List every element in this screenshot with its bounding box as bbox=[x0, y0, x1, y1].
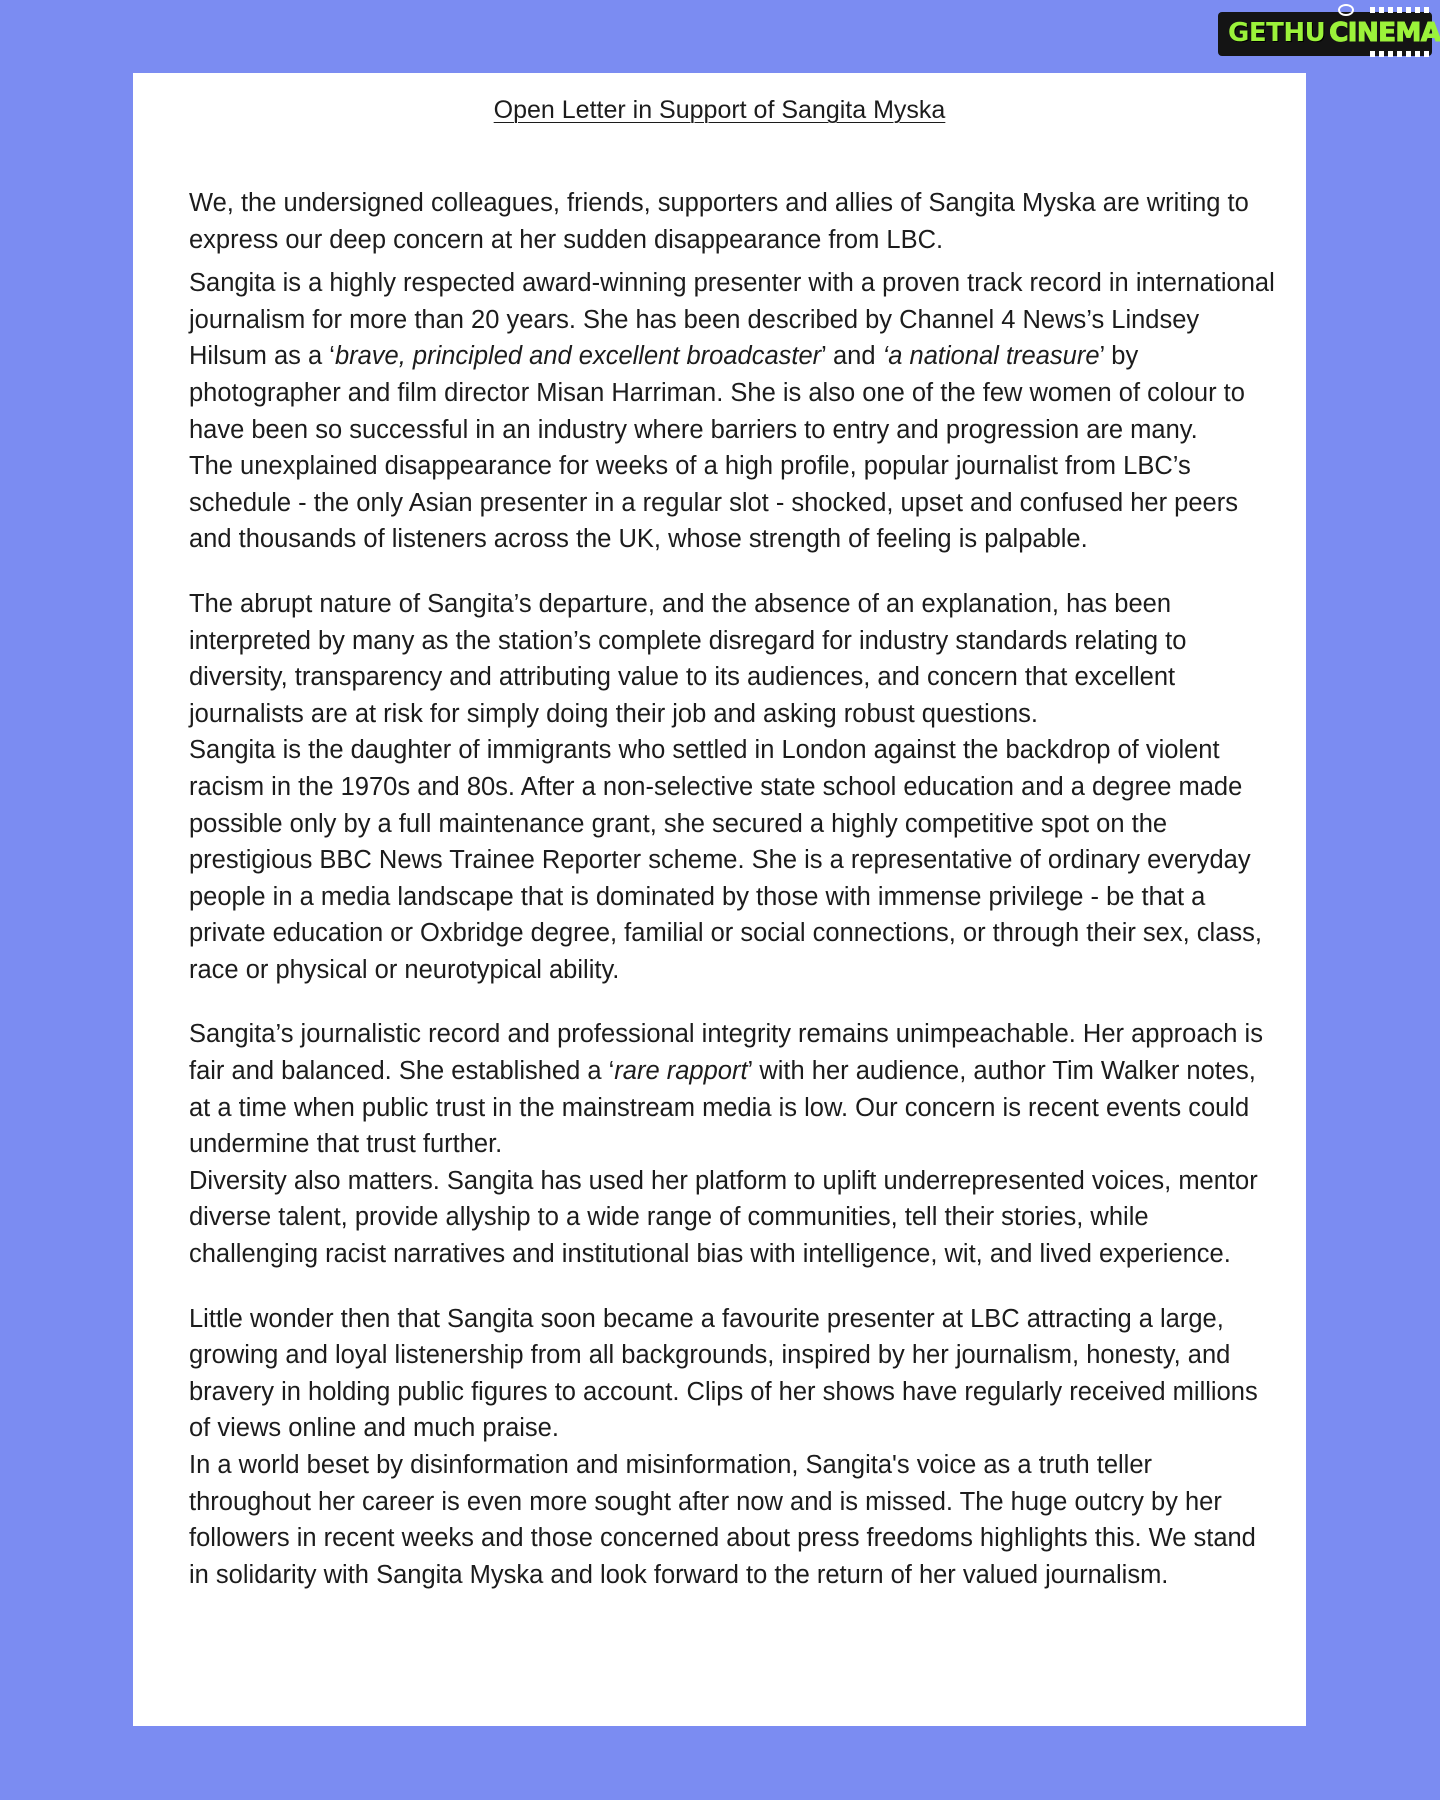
paragraph-6-quote: rare rapport bbox=[614, 1057, 748, 1086]
paragraph-2 bbox=[189, 265, 1279, 448]
paragraph-2-quote-b: ‘a national treasure bbox=[882, 342, 1100, 371]
film-camera-icon bbox=[1338, 4, 1354, 16]
film-strip-icon bbox=[1370, 7, 1430, 13]
film-strip-icon bbox=[1370, 51, 1430, 57]
paragraph-1: We, the undersigned colleagues, friends, supporters and allies of Sangita Myska are writing to express our deep concern at her sudden disappearance from LBC. bbox=[189, 189, 1249, 254]
letter-title: Open Letter in Support of Sangita Myska bbox=[493, 96, 946, 124]
paragraph-8: Little wonder then that Sangita soon became a favourite presenter at LBC attracting a large, growing and loyal listenership from all backgrounds, inspired by her journalism, honesty, and bravery in holding public figures to account. Clips of her shows have regularly received millions of views online and much praise. bbox=[189, 1304, 1258, 1443]
watermark-brand-b: CINEMA bbox=[1325, 18, 1440, 48]
paragraph-5: Sangita is the daughter of immigrants who settled in London against the backdrop of violent racism in the 1970s and 80s. After a non-selective state school education and a degree made possible only by a full maintenance grant, she secured a highly competitive spot on the prestigious BBC News Trainee Reporter scheme. She is a representative of ordinary everyday people in a media landscape that is dominated by those with immense privilege - be that a private education or Oxbridge degree, familial or social connections, or through their sex, class, race or physical or neurotypical ability. bbox=[189, 736, 1262, 984]
paragraph-9: In a world beset by disinformation and misinformation, Sangita's voice as a truth teller throughout her career is even more sought after now and is missed. The huge outcry by her followers in recent weeks and those concerned about press freedoms highlights this. We stand in solidarity with Sangita Myska and look forward to the return of her valued journalism. bbox=[189, 1451, 1256, 1589]
paragraph-6 bbox=[189, 1016, 1279, 1162]
paragraph-6-text-a: Sangita’s journalistic record and professional integrity remains unimpeachable. Her approach is fair and balanced. She established a ‘ bbox=[189, 1020, 1263, 1086]
letter-body bbox=[189, 185, 1279, 1593]
letter-page bbox=[133, 73, 1306, 1726]
watermark-brand bbox=[1228, 18, 1440, 48]
paragraph-2-text-a: Sangita is a highly respected award-winning presenter with a proven track record in international journalism for more than 20 years. She has been described by Channel 4 News’s Lindsey Hilsum as a ‘ bbox=[189, 269, 1275, 371]
paragraph-3: The unexplained disappearance for weeks of a high profile, popular journalist from LBC’s schedule - the only Asian presenter in a regular slot - shocked, upset and confused her peers and thousands of listeners across the UK, whose strength of feeling is palpable. bbox=[189, 452, 1238, 554]
paragraph-6-text-b: ’ with her audience, author Tim Walker notes, at a time when public trust in the mainstream media is low. Our concern is recent events could undermine that trust further. bbox=[189, 1057, 1256, 1159]
paragraph-2-text-b: ’ and bbox=[821, 342, 883, 371]
paragraph-2-quote-a: brave, principled and excellent broadcaster bbox=[334, 342, 822, 371]
watermark-logo bbox=[1218, 8, 1440, 56]
watermark-brand-a: GETHU bbox=[1228, 18, 1326, 48]
paragraph-2-text-c: ’ by photographer and film director Misan Harriman. She is also one of the few women of colour to have been so successful in an industry where barriers to entry and progression are many. bbox=[189, 342, 1245, 444]
paragraph-4: The abrupt nature of Sangita’s departure, and the absence of an explanation, has been interpreted by many as the station’s complete disregard for industry standards relating to diversity, transparency and attributing value to its audiences, and concern that excellent journalists are at risk for simply doing their job and asking robust questions. bbox=[189, 589, 1187, 728]
paragraph-7: Diversity also matters. Sangita has used her platform to uplift underrepresented voices, mentor diverse talent, provide allyship to a wide range of communities, tell their stories, while challenging racist narratives and institutional bias with intelligence, wit, and lived experience. bbox=[189, 1166, 1258, 1269]
